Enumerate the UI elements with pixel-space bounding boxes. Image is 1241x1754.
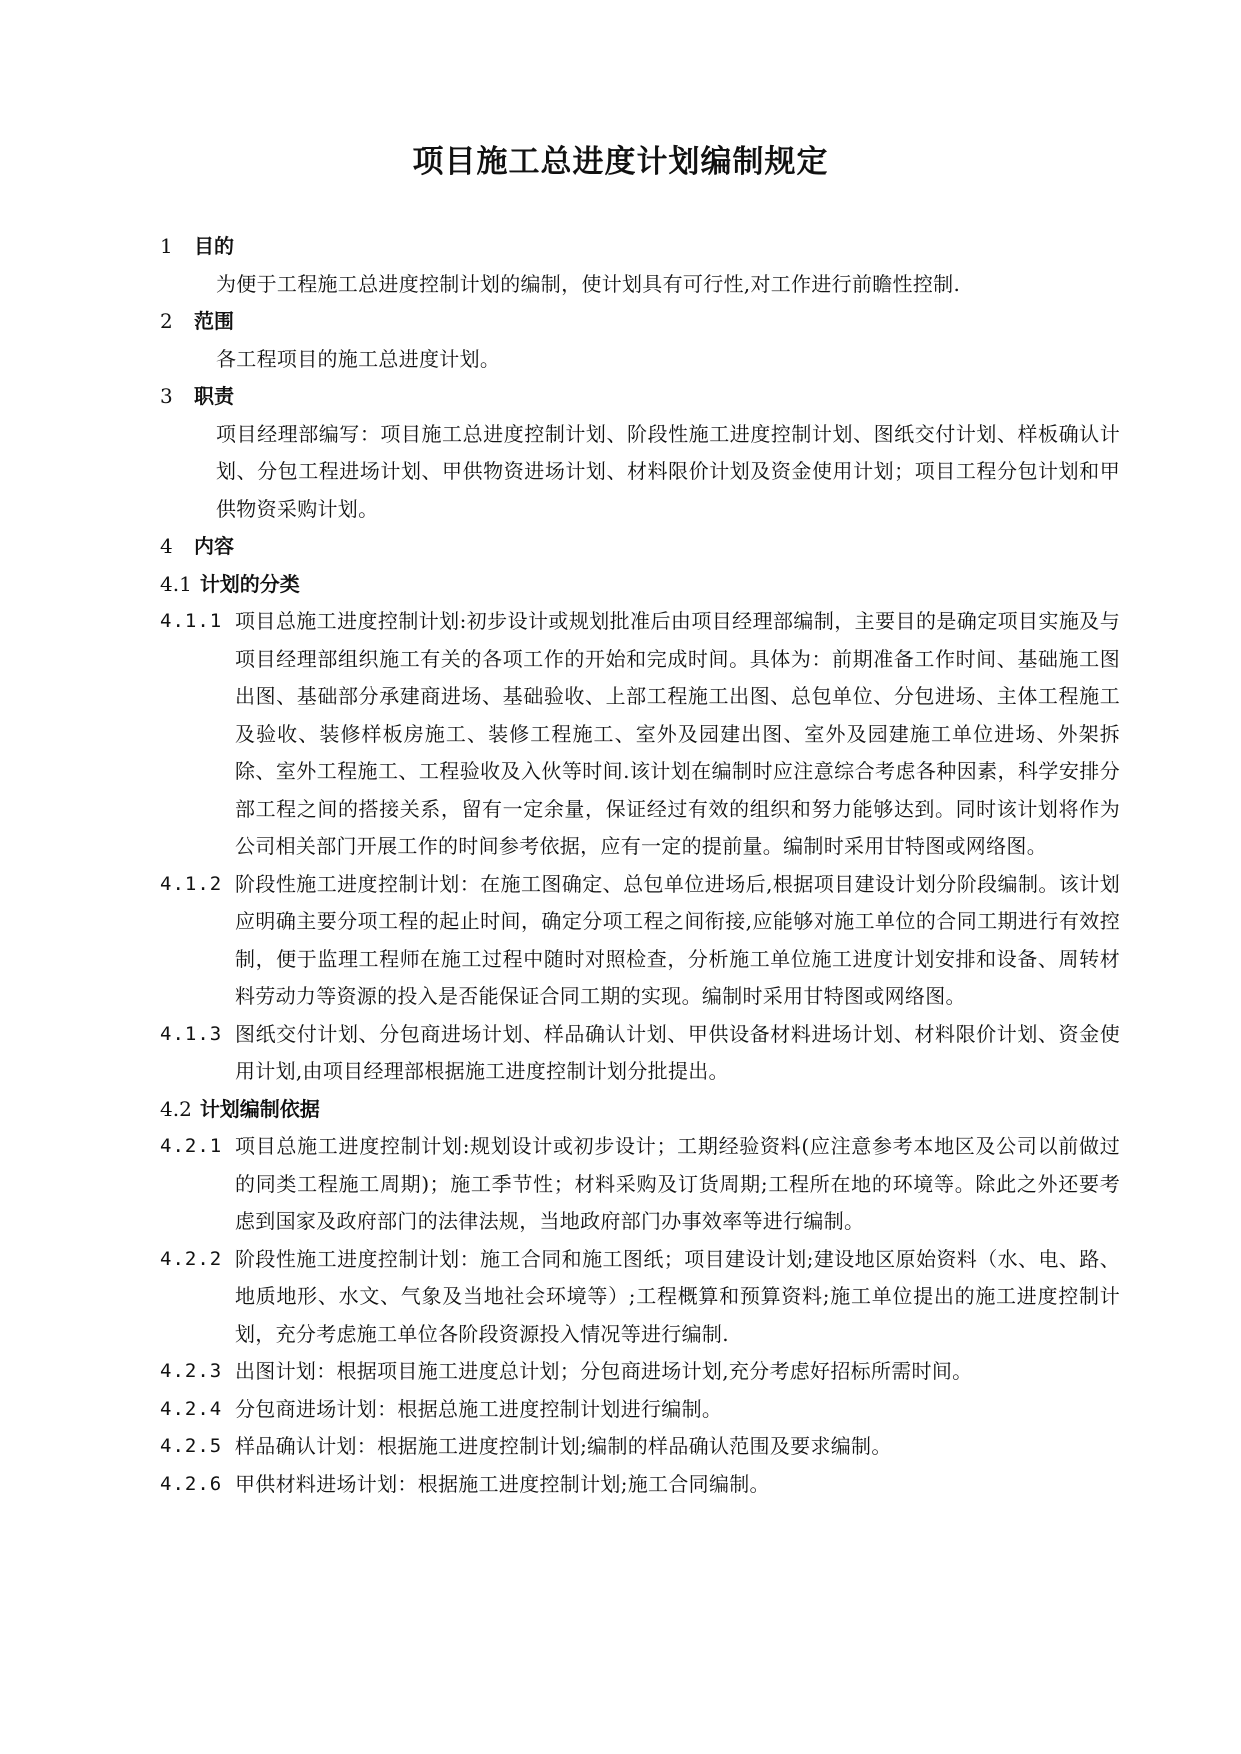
section-2-heading [160,303,1120,341]
clause-number: 4.1.3 [160,1022,223,1045]
clause-4-1-2 [160,866,1120,1016]
section-title: 职责 [194,384,234,408]
section-number: 1 [160,234,173,258]
section-title: 计划编制依据 [199,1096,320,1121]
section-number: 4.2 [160,1096,192,1121]
section-title: 计划的分类 [199,571,300,596]
clause-4-2-6 [160,1466,1120,1504]
clause-text: 项目总施工进度控制计划:规划设计或初步设计；工期经验资料(应注意参考本地区及公司以前做过的同类工程施工周期)；施工季节性；材料采购及订货周期;工程所在地的环境等。除此之外还要考虑到国家及政府部门的法律法规，当地政府部门办事效率等进行编制。 [235,1134,1120,1233]
clause-text: 阶段性施工进度控制计划：在施工图确定、总包单位进场后,根据项目建设计划分阶段编制。该计划应明确主要分项工程的起止时间，确定分项工程之间衔接,应能够对施工单位的合同工期进行有效控制，便于监理工程师在施工过程中随时对照检查，分析施工单位施工进度计划安排和设备、周转材料劳动力等资源的投入是否能保证合同工期的实现。编制时采用甘特图或网络图。 [235,871,1120,1008]
clause-4-2-5 [160,1428,1120,1466]
document-title: 项目施工总进度计划编制规定 [412,144,829,180]
clause-number: 4.2.6 [160,1472,223,1495]
clause-number: 4.2.2 [160,1247,223,1270]
section-1-heading [160,228,1120,266]
clause-text: 甲供材料进场计划：根据施工进度控制计划;施工合同编制。 [235,1471,770,1496]
clause-4-1-3 [160,1016,1120,1091]
clause-text: 出图计划：根据项目施工进度总计划；分包商进场计划,充分考虑好招标所需时间。 [235,1359,973,1383]
clause-4-2-2 [160,1241,1120,1354]
section-number: 3 [160,384,173,408]
section-title: 范围 [194,309,234,333]
clause-text: 图纸交付计划、分包商进场计划、样品确认计划、甲供设备材料进场计划、材料限价计划、资金使用计划,由项目经理部根据施工进度控制计划分批提出。 [235,1021,1120,1083]
clause-number: 4.2.4 [160,1397,223,1420]
section-1-body: 为便于工程施工总进度控制计划的编制，使计划具有可行性,对工作进行前瞻性控制. [216,271,961,296]
clause-text: 分包商进场计划：根据总施工进度控制计划进行编制。 [235,1396,723,1421]
clause-text: 项目总施工进度控制计划:初步设计或规划批准后由项目经理部编制，主要目的是确定项目实施及与项目经理部组织施工有关的各项工作的开始和完成时间。具体为：前期准备工作时间、基础施工图出图、基础部分承建商进场、基础验收、上部工程施工出图、总包单位、分包进场、主体工程施工及验收、装修样板房施工、装修工程施工、室外及园建出图、室外及园建施工单位进场、外架拆除、室外工程施工、工程验收及入伙等时间.该计划在编制时应注意综合考虑各种因素，科学安排分部工程之间的搭接关系，留有一定余量，保证经过有效的组织和努力能够达到。同时该计划将作为公司相关部门开展工作的时间参考依据，应有一定的提前量。编制时采用甘特图或网络图。 [235,609,1120,858]
clause-number: 4.1.1 [160,610,223,632]
section-title: 目的 [194,234,234,258]
document-body [160,228,1120,1503]
section-3-body: 项目经理部编写：项目施工总进度控制计划、阶段性施工进度控制计划、图纸交付计划、样板确认计划、分包工程进场计划、甲供物资进场计划、材料限价计划及资金使用计划；项目工程分包计划和甲供物资采购计划。 [216,421,1120,521]
section-number: 4.1 [160,571,192,596]
clause-4-2-3 [160,1353,1120,1391]
section-3-heading [160,378,1120,416]
section-number: 4 [160,534,173,558]
clause-4-2-1 [160,1128,1120,1241]
clause-text: 样品确认计划：根据施工进度控制计划;编制的样品确认范围及要求编制。 [235,1434,892,1458]
clause-4-1-1 [160,603,1120,866]
section-4-heading [160,528,1120,566]
section-4-1-heading [160,566,1120,604]
clause-number: 4.2.3 [160,1360,223,1382]
clause-text: 阶段性施工进度控制计划：施工合同和施工图纸；项目建设计划;建设地区原始资料（水、电、路、地质地形、水文、气象及当地社会环境等）;工程概算和预算资料;施工单位提出的施工进度控制计划，充分考虑施工单位各阶段资源投入情况等进行编制. [235,1246,1120,1346]
clause-number: 4.1.2 [160,872,223,895]
clause-number: 4.2.5 [160,1435,223,1457]
section-title: 内容 [194,534,234,558]
section-4-2-heading [160,1091,1120,1129]
section-number: 2 [160,309,173,333]
clause-4-2-4 [160,1391,1120,1429]
section-2-body: 各工程项目的施工总进度计划。 [216,346,501,371]
clause-number: 4.2.1 [160,1135,223,1157]
